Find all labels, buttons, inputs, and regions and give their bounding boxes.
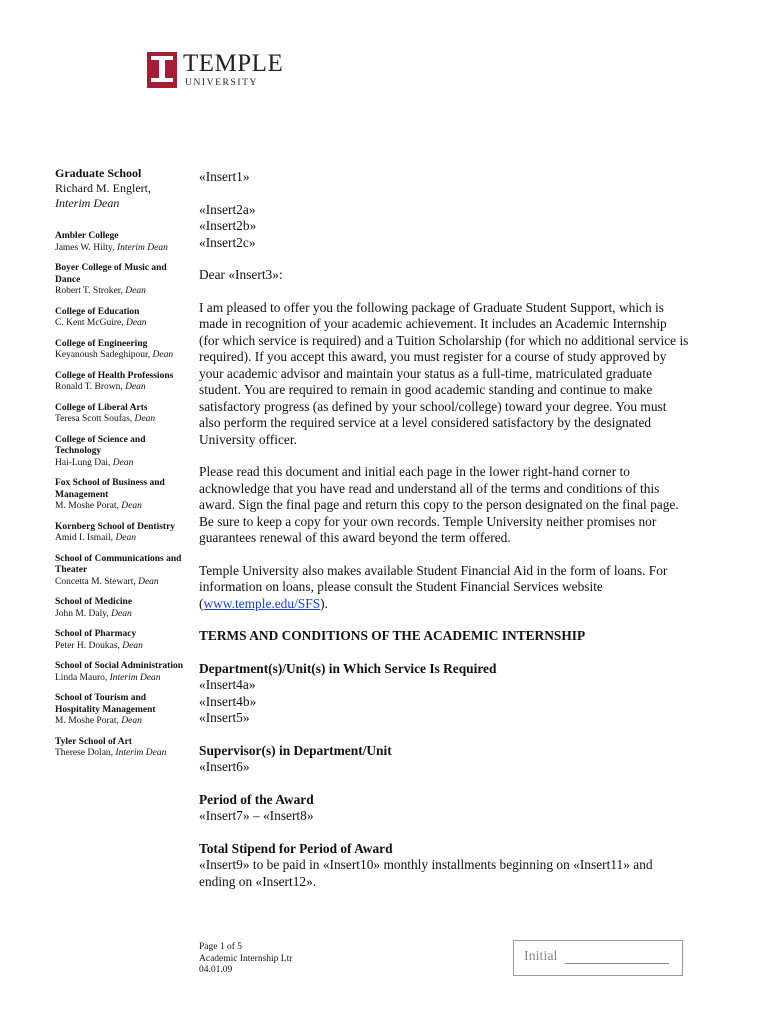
period-heading: Period of the Award <box>199 791 314 807</box>
paragraph-offer: I am pleased to offer you the following package of Graduate Student Support, which is made in recognition of your academic achievement. It includes an Academic Internship (for which service is required) and a Tuition Scholarship (for which no additional service is required). If you accept this award, you must register for a course of study approved by your academic advisor and maintain your status as a full-time, matriculated graduate student. You are required to remain in good academic standing and continue to make satisfactory progress (as defined by your school/college) toward your degree. You must also perform the required service at a level considered satisfactory by the designated University officer. <box>199 299 689 447</box>
dean-name: Amid I. Ismail, <box>55 533 114 543</box>
dean-name: M. Moshe Porat, <box>55 716 119 726</box>
dean-name: C. Kent McGuire, <box>55 318 124 328</box>
dean-role: Dean <box>134 414 156 424</box>
school-name: School of Social Administration <box>55 661 183 671</box>
temple-t-icon <box>147 52 177 88</box>
dean-role: Interim Dean <box>115 748 167 758</box>
dean-name: Therese Dolan, <box>55 748 114 758</box>
dean-role: Dean <box>121 501 142 511</box>
school-name: Ambler College <box>55 231 119 241</box>
dean-role: Dean <box>112 457 134 468</box>
dean-line <box>55 609 185 621</box>
paragraph-financial-aid: Temple University also makes available Student Financial Aid in the form of loans. For information on loans, please consult the Student Financial Services website (www.temple.edu/SFS). <box>199 562 668 611</box>
dean-name: Keyanoush Sadeghipour, <box>55 350 151 360</box>
supervisor-heading: Supervisor(s) in Department/Unit <box>199 742 392 758</box>
insert2b-field: «Insert2b» <box>199 218 257 233</box>
school-name: Tyler School of Art <box>55 736 132 747</box>
logo-wordmark: TEMPLE <box>183 50 284 77</box>
dean-name: Peter H. Doukas, <box>55 640 120 651</box>
dean-line <box>55 533 185 545</box>
insert4b-field: «Insert4b» <box>199 693 257 709</box>
sidebar-school-entry <box>55 339 185 362</box>
dean-role: Dean <box>125 318 147 328</box>
dean-role: Interim Dean <box>116 242 168 253</box>
dean-line <box>55 641 185 653</box>
dean-role: Dean <box>115 533 137 543</box>
dean-line <box>55 382 185 394</box>
sidebar-school-entry <box>55 231 185 254</box>
dean-name: M. Moshe Porat, <box>55 501 119 511</box>
school-name: School of Medicine <box>55 597 133 607</box>
dean-role: Dean <box>125 286 146 296</box>
period-value: «Insert7» – «Insert8» <box>199 808 314 823</box>
document-date: 04.01.09 <box>199 965 233 975</box>
sidebar-school-entry <box>55 435 185 470</box>
school-name: College of Health Professions <box>55 370 174 381</box>
terms-heading: TERMS AND CONDITIONS OF THE ACADEMIC INTERNSHIP <box>199 628 586 643</box>
school-name: College of Liberal Arts <box>55 402 148 413</box>
logo-subtitle: UNIVERSITY <box>185 78 258 88</box>
stipend-heading: Total Stipend for Period of Award <box>199 840 393 856</box>
dean-line <box>55 243 185 255</box>
sidebar-school-entry <box>55 629 185 652</box>
dean-role: Dean <box>111 608 132 619</box>
stipend-value: «Insert9» to be paid in «Insert10» monthly installments beginning on «Insert11» and ending on «Insert12». <box>199 857 653 889</box>
document-name: Academic Internship Ltr <box>199 953 293 964</box>
school-name: Kornberg School of Dentistry <box>55 521 176 532</box>
temple-university-logo <box>147 52 287 92</box>
dean-line <box>55 748 185 760</box>
dean-line <box>55 350 185 362</box>
insert2a-field: «Insert2a» <box>199 201 256 217</box>
insert6-field: «Insert6» <box>199 759 250 774</box>
dean-role: Dean <box>122 640 143 651</box>
sidebar-school-list <box>55 231 185 760</box>
sidebar-school-entry <box>55 693 185 728</box>
school-name: College of Engineering <box>55 338 148 349</box>
dean-name: Robert T. Stroker, <box>55 286 123 296</box>
department-heading: Department(s)/Unit(s) in Which Service Is Required <box>199 660 497 676</box>
sfs-website-link[interactable]: www.temple.edu/SFS <box>203 595 321 611</box>
initial-signature-line[interactable] <box>565 963 669 964</box>
dean-name: Ronald T. Brown, <box>55 382 123 392</box>
dean-name: Concetta M. Stewart, <box>55 576 136 587</box>
dean-line <box>55 673 185 685</box>
page-footer <box>199 942 292 977</box>
insert5-field: «Insert5» <box>199 710 250 725</box>
school-name: School of Communications and Theater <box>55 553 182 575</box>
sidebar-graduate-school: Graduate School Richard M. Englert, Interim Dean <box>55 166 151 210</box>
dean-line <box>55 577 185 589</box>
school-name: Fox School of Business and Management <box>55 478 165 500</box>
page-number: Page 1 of 5 <box>199 942 243 952</box>
dean-line <box>55 286 185 298</box>
dean-line <box>55 501 185 513</box>
sidebar-school-entry <box>55 307 185 330</box>
initial-label: Initial <box>524 949 558 964</box>
dean-role: Dean <box>138 576 159 587</box>
dean-role: Dean <box>121 716 142 726</box>
sidebar-school-entry <box>55 371 185 394</box>
dean-name: John M. Daly, <box>55 608 109 619</box>
paragraph-instructions: Please read this document and initial each page in the lower right-hand corner to acknowledge that you have read and understand all of the terms and conditions of this award. Sign the final page and return this copy to the person designated on the final page. Be sure to keep a copy for your own records. Temple University neither promises nor guarantees renewal of this award beyond the term offered. <box>199 464 679 545</box>
dean-role: Dean <box>125 382 146 392</box>
insert1-field: «Insert1» <box>199 169 250 184</box>
insert2c-field: «Insert2c» <box>199 234 256 250</box>
dean-line <box>55 414 185 426</box>
initial-box[interactable] <box>513 940 683 976</box>
sidebar-school-entry <box>55 737 185 760</box>
dean-line <box>55 716 185 728</box>
school-name: School of Tourism and Hospitality Management <box>55 693 156 715</box>
sidebar-school-entry <box>55 478 185 513</box>
sidebar-school-entry <box>55 597 185 620</box>
school-name: College of Education <box>55 306 140 317</box>
dean-name: Hai-Lung Dai, <box>55 457 111 468</box>
dean-name: Linda Mauro, <box>55 672 108 683</box>
dean-line <box>55 458 185 470</box>
dean-name: James W. Hilty, <box>55 242 115 253</box>
sidebar-school-entry <box>55 263 185 298</box>
insert4a-field: «Insert4a» <box>199 677 256 692</box>
sidebar-school-entry <box>55 661 185 684</box>
dean-name: Teresa Scott Soufas, <box>55 414 133 424</box>
salutation: Dear «Insert3»: <box>199 267 283 282</box>
school-sidebar <box>55 166 185 760</box>
letter-body <box>199 169 689 890</box>
dean-line <box>55 318 185 330</box>
sidebar-school-entry <box>55 554 185 589</box>
dean-role: Interim Dean <box>109 672 161 683</box>
school-name: School of Pharmacy <box>55 629 137 639</box>
sidebar-school-entry <box>55 522 185 545</box>
school-name: Boyer College of Music and Dance <box>55 263 167 285</box>
dean-role: Dean <box>152 350 174 360</box>
school-name: College of Science and Technology <box>55 434 146 456</box>
sidebar-school-entry <box>55 403 185 426</box>
